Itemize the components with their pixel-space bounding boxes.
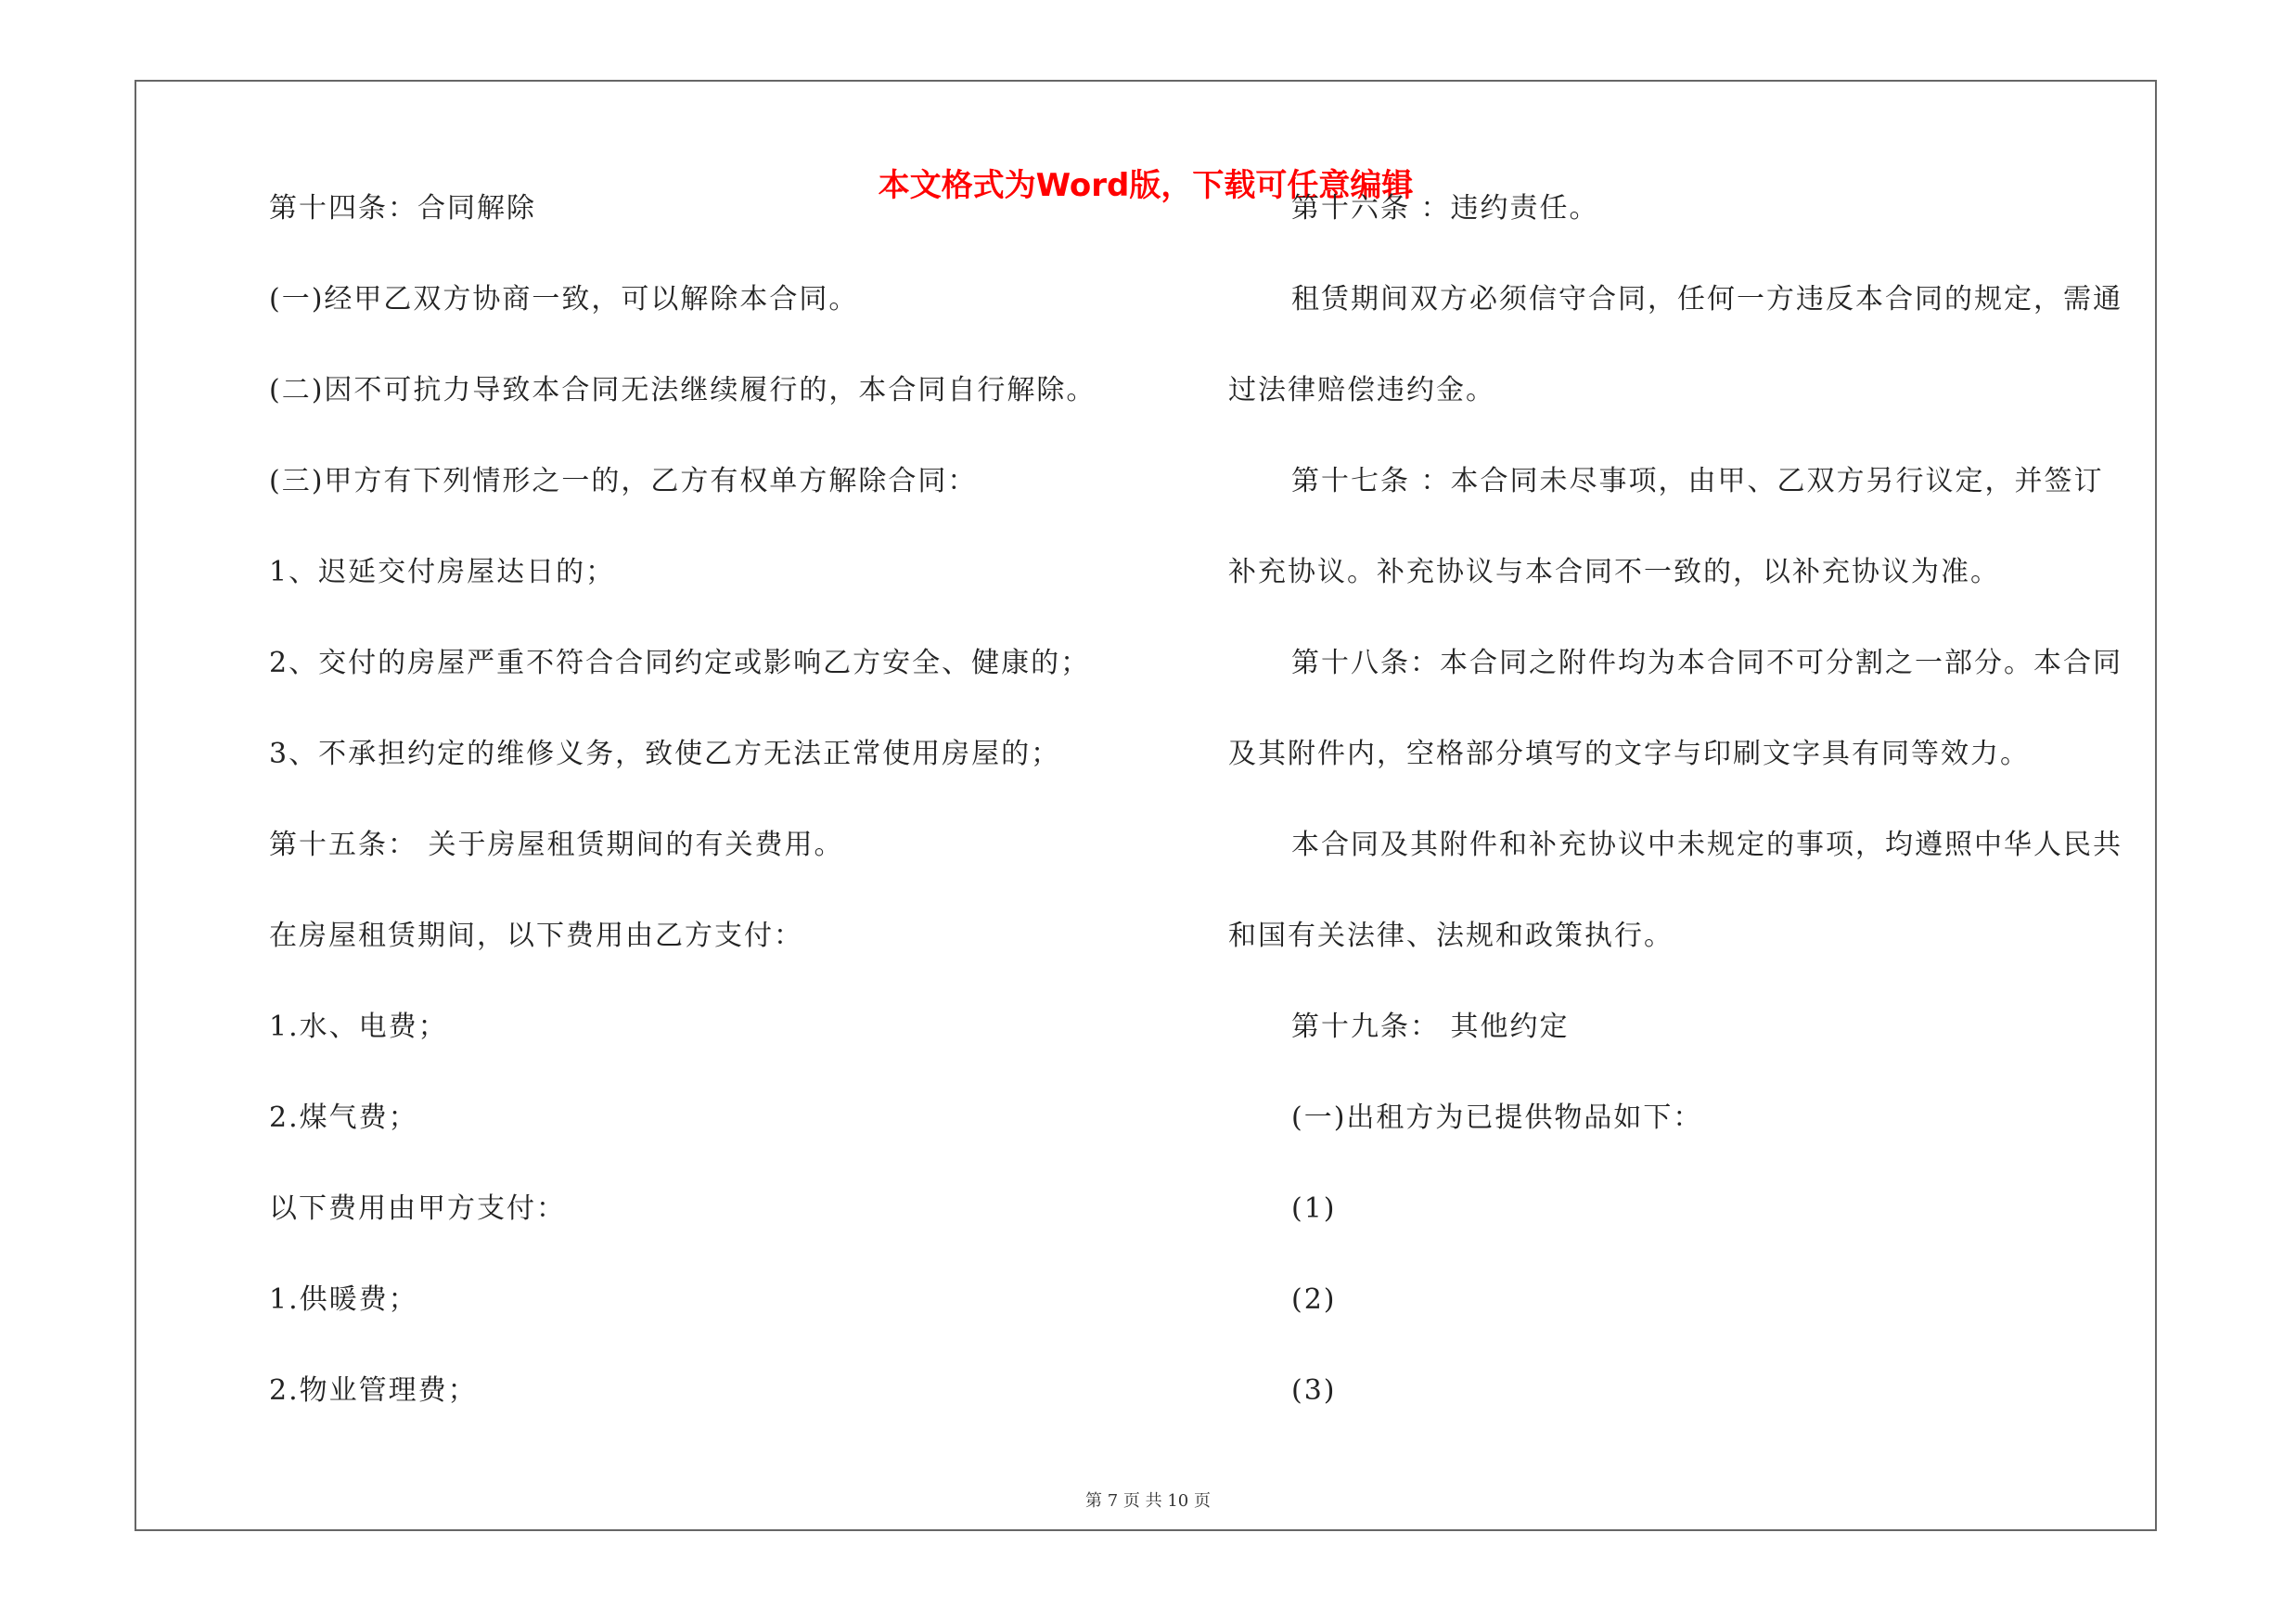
right-line-13: (2) bbox=[1291, 1283, 1337, 1316]
left-line-4: (三)甲方有下列情形之一的，乙方有权单方解除合同： bbox=[269, 465, 978, 497]
right-line-6: 第十八条：本合同之附件均为本合同不可分割之一部分。本合同 bbox=[1291, 647, 2123, 679]
left-line-3: (二)因不可抗力导致本合同无法继续履行的，本合同自行解除。 bbox=[269, 374, 1097, 406]
right-line-9: 和国有关法律、法规和政策执行。 bbox=[1228, 920, 1674, 952]
right-line-2: 租赁期间双方必须信守合同，任何一方违反本合同的规定，需通 bbox=[1291, 283, 2123, 316]
left-line-9: 在房屋租赁期间，以下费用由乙方支付： bbox=[269, 920, 803, 952]
left-line-1: 第十四条：合同解除 bbox=[269, 192, 536, 225]
right-line-14: (3) bbox=[1291, 1374, 1337, 1407]
right-line-7: 及其附件内，空格部分填写的文字与印刷文字具有同等效力。 bbox=[1228, 738, 2030, 770]
right-line-8: 本合同及其附件和补充协议中未规定的事项，均遵照中华人民共 bbox=[1291, 829, 2123, 861]
left-line-12: 以下费用由甲方支付： bbox=[269, 1192, 566, 1225]
page-number-footer: 第 7 页 共 10 页 bbox=[1085, 1491, 1211, 1511]
left-line-7: 3、不承担约定的维修义务，致使乙方无法正常使用房屋的； bbox=[269, 738, 1061, 770]
left-line-13: 1.供暖费； bbox=[269, 1283, 418, 1316]
left-line-14: 2.物业管理费； bbox=[269, 1374, 478, 1407]
left-line-8: 第十五条： 关于房屋租赁期间的有关费用。 bbox=[269, 829, 844, 861]
right-line-3: 过法律赔偿违约金。 bbox=[1228, 374, 1495, 406]
left-line-10: 1.水、电费； bbox=[269, 1011, 448, 1043]
right-line-12: (1) bbox=[1291, 1192, 1337, 1225]
left-line-5: 1、迟延交付房屋达日的； bbox=[269, 556, 616, 588]
right-line-10: 第十九条： 其他约定 bbox=[1291, 1011, 1570, 1043]
left-line-2: (一)经甲乙双方协商一致，可以解除本合同。 bbox=[269, 283, 859, 316]
right-line-4: 第十七条 ：本合同未尽事项，由甲、乙双方另行议定，并签订 bbox=[1291, 465, 2104, 497]
left-line-6: 2、交付的房屋严重不符合合同约定或影响乙方安全、健康的； bbox=[269, 647, 1091, 679]
right-line-11: (一)出租方为已提供物品如下： bbox=[1291, 1101, 1703, 1134]
right-line-5: 补充协议。补充协议与本合同不一致的，以补充协议为准。 bbox=[1228, 556, 2000, 588]
left-line-11: 2.煤气费； bbox=[269, 1101, 418, 1134]
right-line-1: 第十六条 ：违约责任。 bbox=[1291, 192, 1599, 225]
banner-notice: 本文格式为Word版，下载可任意编辑 bbox=[878, 167, 1414, 204]
